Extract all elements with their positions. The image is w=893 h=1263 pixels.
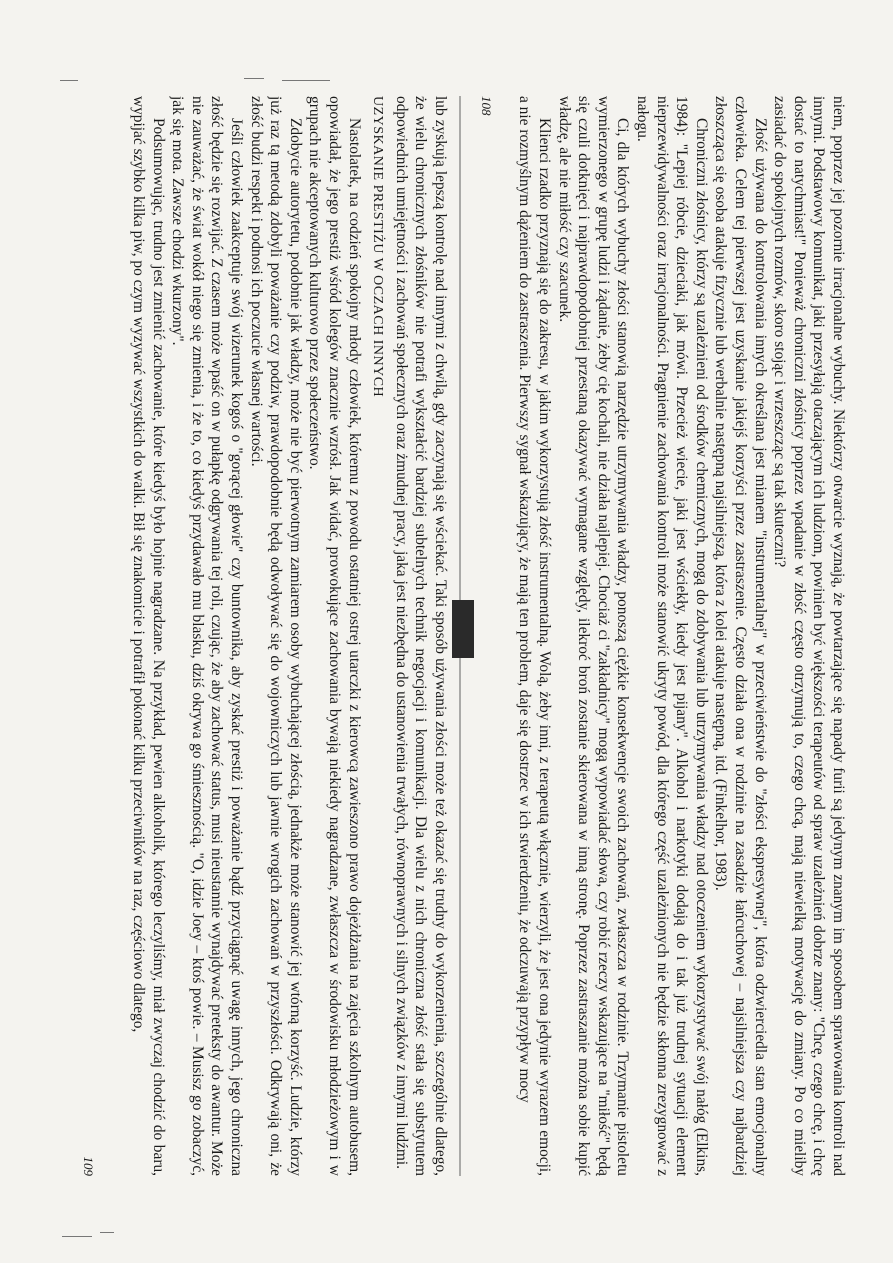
paragraph: Chroniczni złośnicy, którzy są uzależnieni od środków chemicznych, mogą do zdobywania lub utrzymywania władzy nad otoczeniem wykorzystywać swój nałóg (Elkins, 1984): "Lepiej róbcie, dzieciaki, jak mówi. Przecież wiecie, jaki jest wściekły, kiedy jest pijany". Alkohol i narkotyki dodają do i tak już trudnej sytuacji element nieprzewidywalności oraz irracjonalności. Pragnienie zachowania kontroli może stanowić ukryty powód, dla którego część uzależnionych nie będzie skłonna zrezygnować z nałogu. xyxy=(634,96,710,1176)
scan-artifact xyxy=(62,1236,92,1237)
paragraph: lub zyskują lepszą kontrolę nad innymi z chwilą, gdy zaczynają się wściekać. Taki sposób używania złości może też okazać się trudny do wykorzenienia, szczególnie dlatego, że wielu chronicznych złośników nie potrafi wykształcić bardziej subtelnych technik negocjacji i komunikacji. Dla wielu z nich chroniczna złość stała się substytutem odpowiednich umiejętności i zachowań społecznych oraz żmudnej pracy, jaka jest niezbędna do ustanowienia trwałych, równoprawnych i silnych związków z innymi ludźmi. xyxy=(392,96,449,1176)
paragraph: Podsumowując, trudno jest zmienić zachowanie, które kiedyś było hojnie nagradzane. Na przykład, pewien alkoholik, którego leczyliśmy, miał zwyczaj chodzić do baru, wypijać szybko kilka piw, po czym wyzywać wszystkich do walki. Bił się znakomicie i potrafił pokonać kilku przeciwników na raz, częściowo dlatego, xyxy=(130,96,167,1176)
paragraph: Złość używana do kontrolowania innych określana jest mianem "instrumentalnej" w przeciwieństwie do "złości ekspresywnej", która odzwierciedla stan emocjonalny człowieka. Celem tej pierwszej jest uzyskanie jakiejś korzyści przez zastraszenie. Często działa ona w rodzinie na zasadzie łańcuchowej – najsilniejsza czy najbardziej złoszcząca się osoba atakuje fizycznie lub werbalnie następną najsilniejszą, która z kolei atakuje następną, itd. (Finkelhor, 1983). xyxy=(712,96,769,1176)
paragraph: Jeśli człowiek zaakceptuje swój wizerunek kogoś o "gorącej głowie" czy buntownika, aby zyskać prestiż i poważanie bądź przyciągnąć uwagę innych, jego chroniczna złość będzie się rozwijać. Z czasem może wpaść on w pułapkę odgrywania tej roli, czując, że aby zachować status, musi nieustannie wynajdywać preteksty do awantur. Może nie zauważać, że świat wokół niego się zmienia, i że to, co kiedyś przydawało mu blasku, dziś okrywa go śmiesznością. "O, idzie Joey – ktoś powie. – Musisz go zobaczyć, jak się mota. Zawsze chodzi wkurzony". xyxy=(169,96,246,1176)
paragraph: Ci, dla których wybuchy złości stanowią narzędzie utrzymywania władzy, ponoszą ciężkie konsekwencje swoich zachowań, zwłaszcza w rodzinie. Trzymanie pistoletu wymierzonego w grupę ludzi i żądanie, żeby cię kochali, nie działa najlepiej. Chociaż ci "zakładnicy" mogą wypowiadać słowa, czy robić rzeczy wskazujące na "miłość" będą się czuli dotknięci i najprawdopodobniej przestaną okazywać wymagane względy, ilekroć broń zostanie skierowana w inną stronę. Poprzez zastraszanie można sobie kupić władzę, ale nie miłość czy szacunek. xyxy=(555,96,632,1176)
page-108-text xyxy=(512,96,848,1176)
section-heading: UZYSKANIE PRESTIŻU W OCZACH INNYCH xyxy=(370,96,386,398)
paragraph: Nastolatek, na codzień spokojny młody człowiek, któremu z powodu ostatniej ostrej utarczki z kierowcą zawieszono prawo dojeżdżania na zajęcia szkolnym autobusem, opowiadał, że jego prestiż wśród kolegów znacznie wzrósł. Jak widać, prowokujące zachowania bywają niekiedy nagradzane, zwłaszcza w środowisku młodzieżowym i w grupach nie akceptowanych kulturowo przez społeczeństwo. xyxy=(306,96,363,1176)
gutter-shadow xyxy=(452,600,474,658)
page-number: 109 xyxy=(81,1156,96,1176)
page-108 xyxy=(478,96,848,1176)
scan-artifact xyxy=(244,78,264,79)
scan-artifact xyxy=(282,80,330,81)
paragraph: niem, poprzez jej pozornie irracjonalne wybuchy. Niektórzy otwarcie wyznają, że powtarzające się napady furii są jedynym znanym im sposobem sprawowania kontroli nad innymi. Podstawowy komunikat, jaki przesyłają otaczającym ich ludziom, powinien być większości terapeutów od spraw uzależnień dobrze znany: "Chcę, czego chcę, i chcę dostać to natychmiast!" Ponieważ chroniczni złośnicy poprzez wpadanie w złość często otrzymują to, czego chcą, mają niewielką motywację do zmiany. Po co mieliby zasiadać do spokojnych rozmów, skoro stojąc i wrzeszcząc są tak skuteczni? xyxy=(771,96,847,1176)
scan-artifact xyxy=(60,80,78,81)
page-109-text xyxy=(114,96,450,1176)
page-number: 108 xyxy=(479,96,494,116)
paragraph: Zdobycie autorytetu, podobnie jak władzy, może nie być pierwotnym zamiarem osoby wybuchającej złością, jednakże może stanowić jej wtórną korzyść. Ludzie, którzy już raz tą metodą zdobyli poważanie czy podziw, prawdopodobnie będą odwoływać się do wojowniczych lub jawnie wrogich zachowań w przyszłości. Odkrywają oni, że złość budzi respekt i podnosi ich poczucie własnej wartości. xyxy=(247,96,304,1176)
paragraph: Klienci rzadko przyznają się do zakresu, w jakim wykorzystują złość instrumentalną. Wolą, żeby inni, z terapeutą włącznie, wierzyli, że jest ona jedynie wyrazem emocji, a nie rozmyślnym dążeniem do zastraszenia. Pierwszy sygnał wskazujący, że mają ten problem, daje się dostrzec w ich stwierdzeniu, że odczuwają przypływ mocy xyxy=(516,96,554,1176)
page-109 xyxy=(80,96,450,1176)
scan-artifact xyxy=(100,1232,114,1233)
